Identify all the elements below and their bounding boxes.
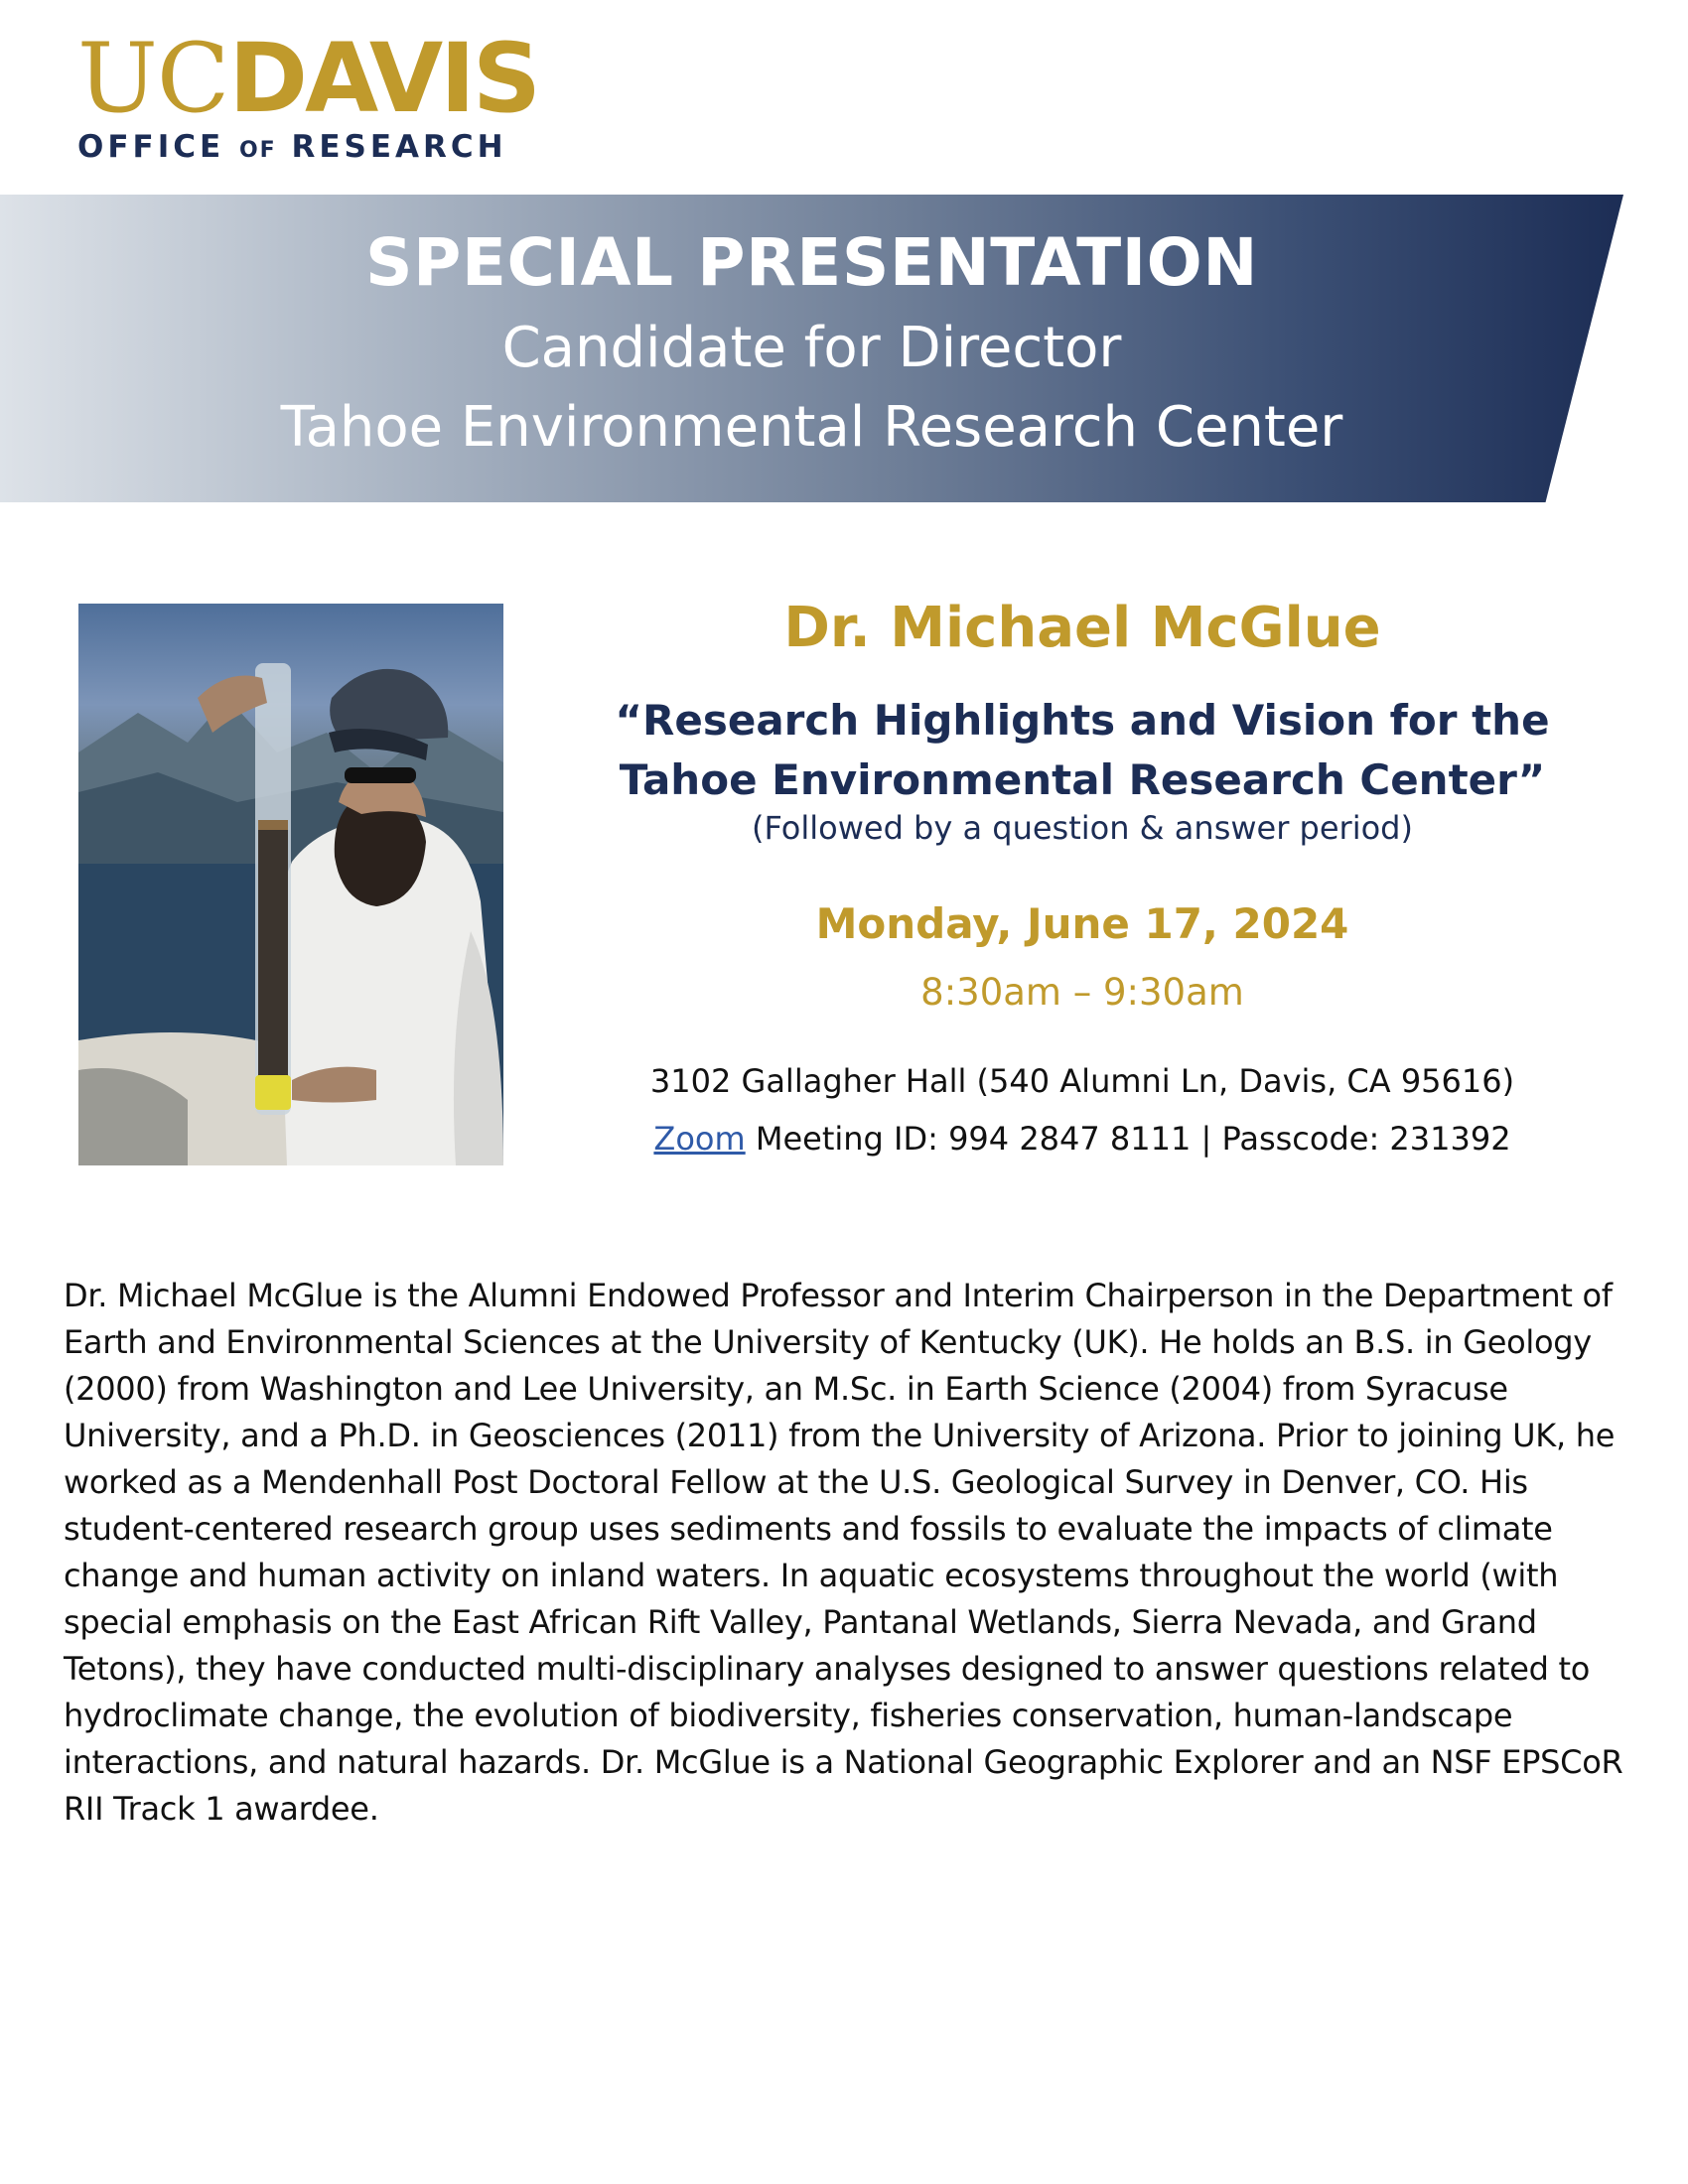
logo-research: RESEARCH bbox=[291, 129, 507, 165]
followed-by-note: (Followed by a question & answer period) bbox=[752, 809, 1413, 847]
logo-subtitle bbox=[77, 129, 507, 165]
logo-of: OF bbox=[238, 138, 277, 163]
zoom-link[interactable]: Zoom bbox=[653, 1120, 746, 1158]
sediment-core bbox=[258, 827, 288, 1090]
event-time: 8:30am – 9:30am bbox=[920, 971, 1244, 1014]
logo-uc: UC bbox=[77, 23, 229, 134]
yellow-cap bbox=[255, 1075, 291, 1110]
banner-subtitle-1: Candidate for Director bbox=[501, 316, 1122, 380]
speaker-name: Dr. Michael McGlue bbox=[783, 596, 1381, 660]
zoom-info bbox=[556, 1120, 1609, 1158]
banner-title: SPECIAL PRESENTATION bbox=[364, 224, 1258, 301]
zoom-meeting-details: Meeting ID: 994 2847 8111 | Passcode: 231392 bbox=[745, 1120, 1511, 1158]
talk-title: “Research Highlights and Vision for the Tahoe Environmental Research Center” bbox=[615, 696, 1550, 804]
banner-subtitle-2: Tahoe Environmental Research Center bbox=[280, 395, 1343, 460]
event-date: Monday, June 17, 2024 bbox=[815, 899, 1349, 948]
speaker-bio: Dr. Michael McGlue is the Alumni Endowed Professor and Interim Chairperson in the Department of Earth and Environmental Sciences at the University of Kentucky (UK). He holds an B.S. in Geology (2000) from Washington and Lee University, an M.Sc. in Earth Science (2004) from Syracuse University, and a Ph.D. in Geosciences (2011) from the University of Arizona. Prior to joining UK, he worked as a Mendenhall Post Doctoral Fellow at the U.S. Geological Survey in Denver, CO. His student-centered research group uses sediments and fossils to evaluate the impacts of climate change and human activity on inland waters. In aquatic ecosystems throughout the world (with special emphasis on the East African Rift Valley, Pantanal Wetlands, Sierra Nevada, and Grand Tetons), they have conducted multi-disciplinary analyses designed to answer questions related to hydroclimate change, the evolution of biodiversity, fisheries conservation, human-landscape interactions, and natural hazards. Dr. McGlue is a National Geographic Explorer and an NSF EPSCoR RII Track 1 awardee. bbox=[64, 1277, 1623, 1828]
sunglasses bbox=[345, 767, 416, 783]
logo-wordmark bbox=[77, 23, 538, 134]
event-location: 3102 Gallagher Hall (540 Alumni Ln, Davis, CA 95616) bbox=[649, 1062, 1515, 1100]
logo-davis: DAVIS bbox=[228, 23, 538, 134]
speaker-photo bbox=[78, 604, 503, 1165]
banner-text bbox=[0, 195, 1623, 502]
logo-office: OFFICE bbox=[77, 129, 225, 165]
ucdavis-office-of-research-logo bbox=[77, 23, 538, 165]
